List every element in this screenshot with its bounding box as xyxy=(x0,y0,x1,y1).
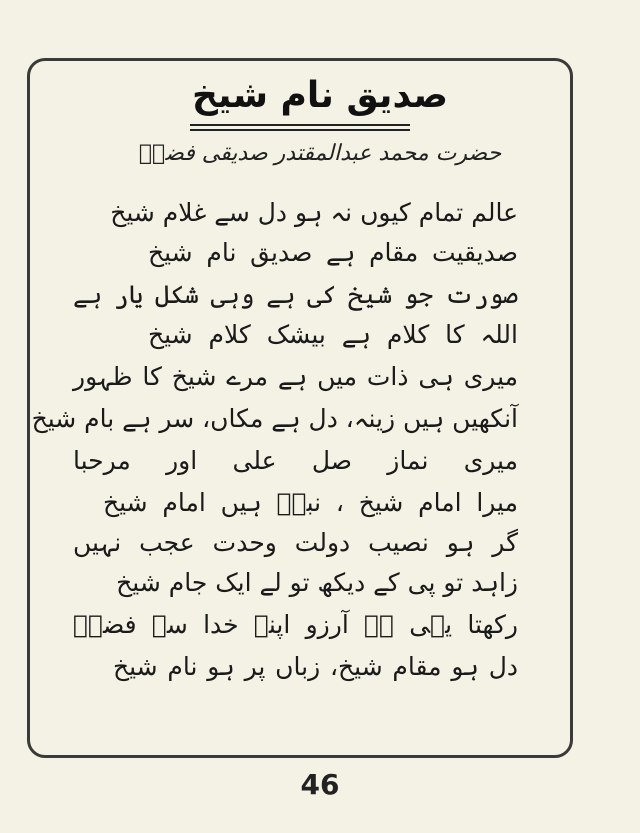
verse-line: زاہد تو پی کے دیکھ تو لے ایک جام شیخ xyxy=(116,568,518,597)
verse-line: گر ہو نصیب دولت وحدت عجب نہیں xyxy=(73,528,518,557)
poem-verses xyxy=(0,196,600,736)
poem-title: صدیق نام شیخ xyxy=(191,75,449,116)
verse-line: میری ہی ذات میں ہے مرے شیخ کا ظہور xyxy=(73,362,518,391)
poem-author: حضرت محمد عبدالمقتدر صدیقی فضلؒ xyxy=(138,141,502,166)
verse-line: دل ہو مقام شیخ، زباں پر ہو نام شیخ xyxy=(113,652,518,681)
page-number: 46 xyxy=(300,768,340,801)
title-underline-second xyxy=(190,129,410,131)
verse-line: رکھتا یہی ہے آرزو اپنے خدا سے فضلؔ xyxy=(73,610,518,639)
verse-line: میرا امام شیخ ، نبیؐ ہیں امام شیخ xyxy=(103,488,518,517)
verse-line: عالم تمام کیوں نہ ہو دل سے غلام شیخ xyxy=(110,198,518,227)
verse-line: میری نماز صل علی اور مرحبا xyxy=(73,446,518,475)
verse-line: آنکھیں ہیں زینہ، دل ہے مکاں، سر ہے بام شیخ xyxy=(31,404,518,433)
verse-line: صورت جو شیخ کی ہے وہی شکل یار ہے xyxy=(73,280,518,309)
verse-line: صدیقیت مقام ہے صدیق نام شیخ xyxy=(148,238,518,267)
verse-line: اللہ کا کلام ہے بیشک کلام شیخ xyxy=(148,320,518,349)
title-underline xyxy=(190,124,410,126)
